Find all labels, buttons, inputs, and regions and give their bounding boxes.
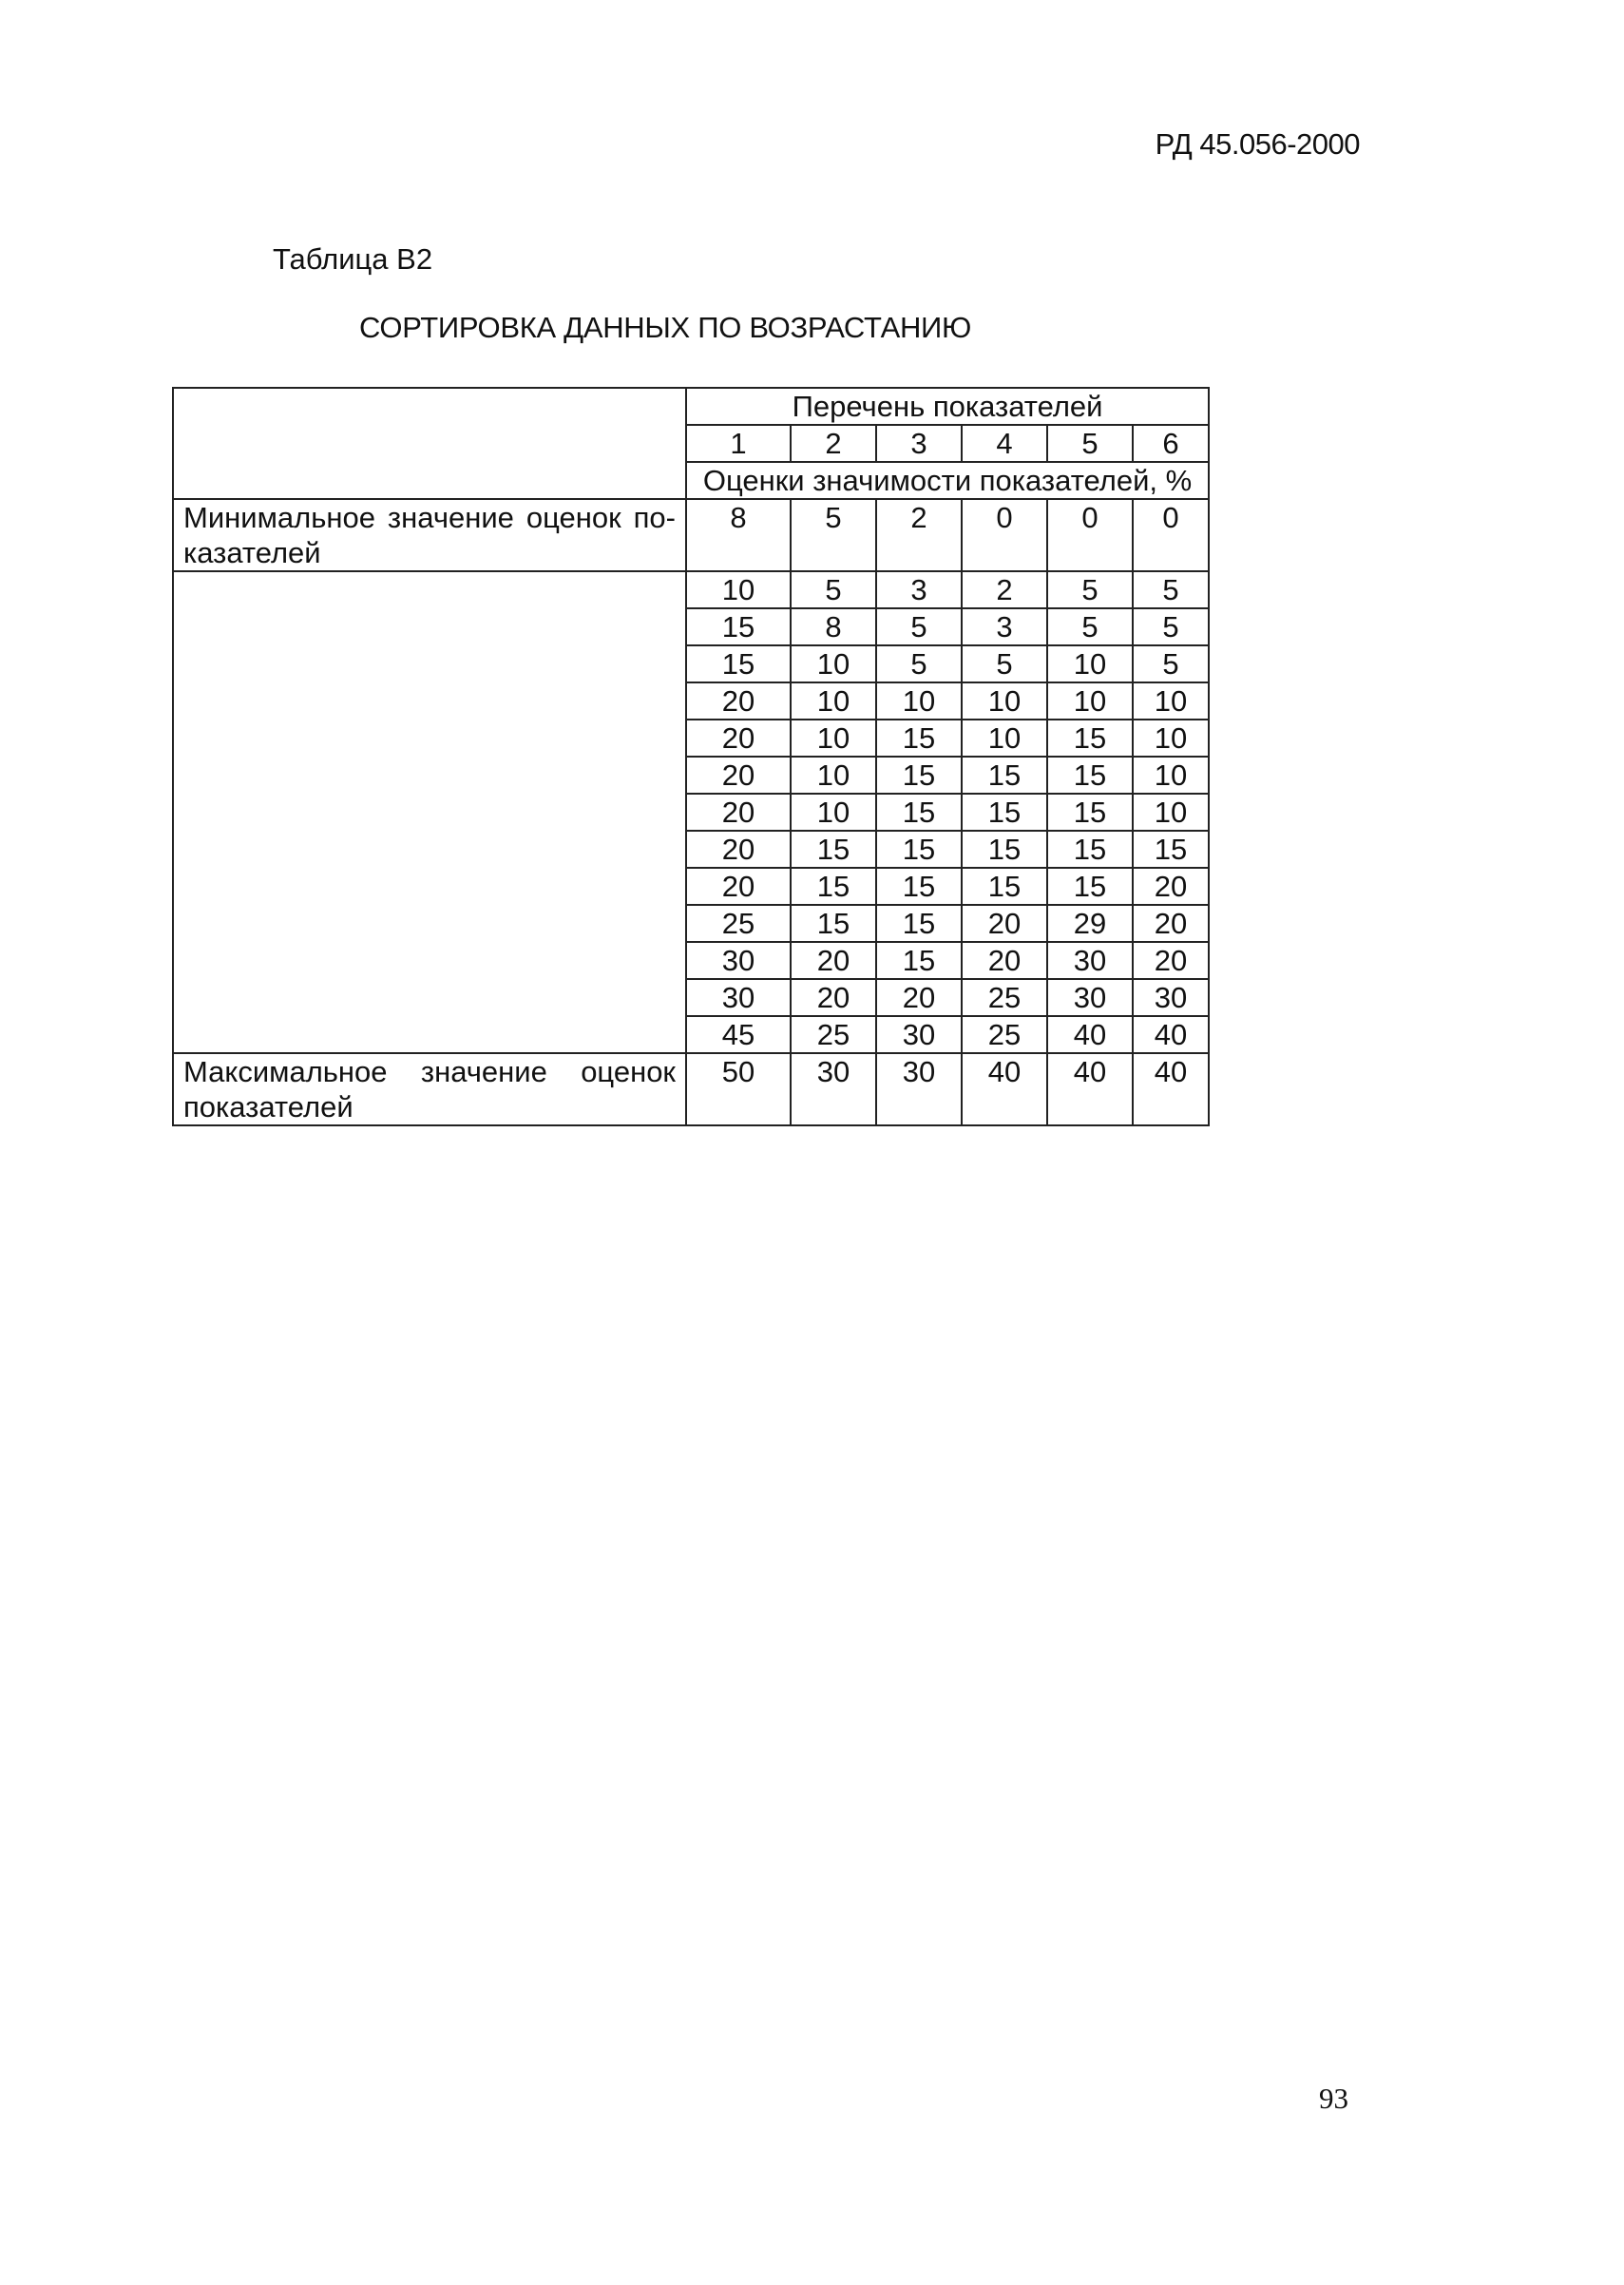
value-cell: 8 [791, 608, 876, 645]
value-cell: 30 [791, 1053, 876, 1125]
value-cell: 2 [962, 571, 1047, 608]
value-cell: 20 [686, 720, 791, 757]
value-cell: 15 [1133, 831, 1209, 868]
value-cell: 0 [1133, 499, 1209, 571]
table-title: СОРТИРОВКА ДАННЫХ ПО ВОЗРАСТАНИЮ [359, 311, 972, 344]
value-cell: 10 [1047, 645, 1133, 682]
sorted-data-table [172, 387, 1210, 1126]
value-cell: 15 [876, 905, 962, 942]
max-row-label: Максимальное значение оценок показателей [173, 1053, 686, 1125]
value-cell: 15 [876, 720, 962, 757]
value-cell: 5 [1133, 608, 1209, 645]
value-cell: 30 [1047, 979, 1133, 1016]
value-cell: 15 [962, 757, 1047, 794]
value-cell: 30 [686, 979, 791, 1016]
value-cell: 15 [1047, 757, 1133, 794]
value-cell: 40 [962, 1053, 1047, 1125]
value-cell: 5 [876, 645, 962, 682]
value-cell: 40 [1133, 1016, 1209, 1053]
value-cell: 30 [876, 1053, 962, 1125]
value-cell: 30 [876, 1016, 962, 1053]
value-cell: 45 [686, 1016, 791, 1053]
value-cell: 10 [1133, 794, 1209, 831]
value-cell: 15 [1047, 868, 1133, 905]
value-cell: 10 [962, 682, 1047, 720]
column-number-cell: 5 [1047, 425, 1133, 462]
value-cell: 20 [686, 868, 791, 905]
value-cell: 20 [1133, 868, 1209, 905]
empty-corner-cell [173, 388, 686, 499]
value-cell: 30 [1133, 979, 1209, 1016]
value-cell: 15 [686, 608, 791, 645]
value-cell: 25 [686, 905, 791, 942]
value-cell: 20 [791, 942, 876, 979]
value-cell: 15 [1047, 831, 1133, 868]
table-label: Таблица В2 [273, 242, 433, 276]
value-cell: 5 [791, 499, 876, 571]
value-cell: 20 [791, 979, 876, 1016]
header-group-cell: Перечень показателей [686, 388, 1209, 425]
value-cell: 2 [876, 499, 962, 571]
value-cell: 20 [686, 831, 791, 868]
value-cell: 15 [876, 942, 962, 979]
value-cell: 10 [1047, 682, 1133, 720]
value-cell: 15 [686, 645, 791, 682]
page-number: 93 [1319, 2082, 1348, 2115]
value-cell: 10 [1133, 757, 1209, 794]
value-cell: 5 [876, 608, 962, 645]
min-row [173, 499, 1209, 571]
value-cell: 15 [791, 868, 876, 905]
value-cell: 10 [1133, 720, 1209, 757]
table-row [173, 571, 1209, 608]
value-cell: 15 [1047, 720, 1133, 757]
value-cell: 20 [1133, 942, 1209, 979]
value-cell: 5 [1133, 571, 1209, 608]
value-cell: 5 [1133, 645, 1209, 682]
value-cell: 20 [1133, 905, 1209, 942]
value-cell: 29 [1047, 905, 1133, 942]
value-cell: 3 [876, 571, 962, 608]
value-cell: 10 [791, 794, 876, 831]
value-cell: 25 [962, 1016, 1047, 1053]
column-number-cell: 6 [1133, 425, 1209, 462]
min-row-label: Минимальное значение оценок по-казателей [173, 499, 686, 571]
value-cell: 25 [962, 979, 1047, 1016]
value-cell: 10 [791, 720, 876, 757]
value-cell: 20 [686, 757, 791, 794]
value-cell: 0 [962, 499, 1047, 571]
value-cell: 15 [876, 794, 962, 831]
value-cell: 40 [1133, 1053, 1209, 1125]
value-cell: 15 [962, 794, 1047, 831]
value-cell: 15 [791, 905, 876, 942]
column-number-cell: 3 [876, 425, 962, 462]
document-code: РД 45.056-2000 [1155, 127, 1360, 161]
value-cell: 5 [962, 645, 1047, 682]
value-cell: 50 [686, 1053, 791, 1125]
value-cell: 25 [791, 1016, 876, 1053]
value-cell: 5 [791, 571, 876, 608]
value-cell: 20 [876, 979, 962, 1016]
value-cell: 15 [962, 831, 1047, 868]
value-cell: 40 [1047, 1016, 1133, 1053]
value-cell: 30 [1047, 942, 1133, 979]
value-cell: 10 [791, 757, 876, 794]
column-number-cell: 4 [962, 425, 1047, 462]
value-cell: 5 [1047, 571, 1133, 608]
empty-label-cell [173, 571, 686, 1053]
value-cell: 3 [962, 608, 1047, 645]
header-group-row [173, 388, 1209, 425]
value-cell: 30 [686, 942, 791, 979]
column-number-cell: 2 [791, 425, 876, 462]
value-cell: 10 [791, 682, 876, 720]
value-cell: 8 [686, 499, 791, 571]
value-cell: 0 [1047, 499, 1133, 571]
value-cell: 15 [791, 831, 876, 868]
value-cell: 20 [962, 942, 1047, 979]
value-cell: 5 [1047, 608, 1133, 645]
value-cell: 15 [876, 757, 962, 794]
max-row [173, 1053, 1209, 1125]
value-cell: 10 [876, 682, 962, 720]
value-cell: 10 [791, 645, 876, 682]
value-cell: 15 [876, 868, 962, 905]
subheader-cell: Оценки значимости показателей, % [686, 462, 1209, 499]
value-cell: 40 [1047, 1053, 1133, 1125]
value-cell: 20 [962, 905, 1047, 942]
value-cell: 20 [686, 794, 791, 831]
value-cell: 15 [876, 831, 962, 868]
value-cell: 15 [962, 868, 1047, 905]
column-number-cell: 1 [686, 425, 791, 462]
value-cell: 10 [1133, 682, 1209, 720]
value-cell: 15 [1047, 794, 1133, 831]
value-cell: 10 [962, 720, 1047, 757]
value-cell: 10 [686, 571, 791, 608]
value-cell: 20 [686, 682, 791, 720]
